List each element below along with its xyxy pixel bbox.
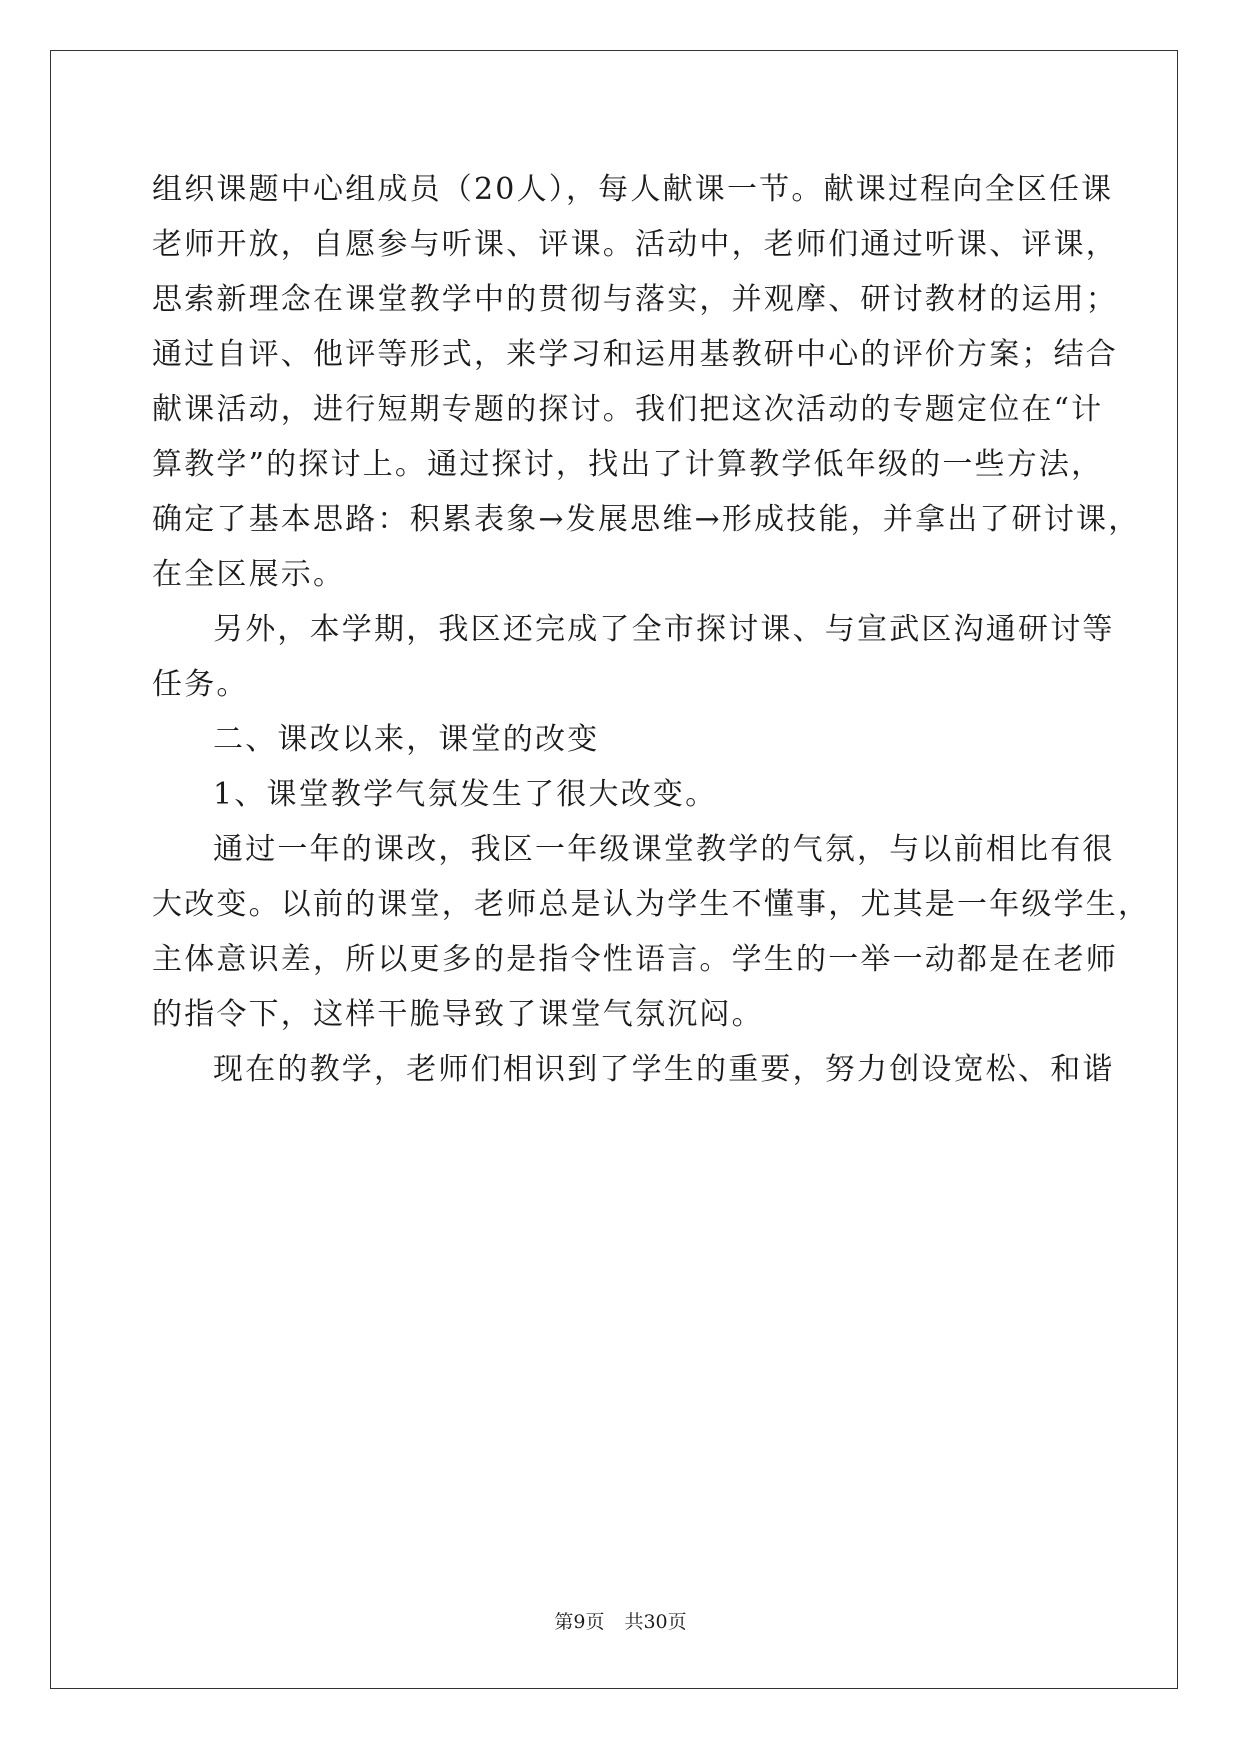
body-text-line: 算教学”的探讨上。通过探讨，找出了计算教学低年级的一些方法，: [152, 447, 1104, 482]
paragraph-start-line: 另外，本学期，我区还完成了全市探讨课、与宣武区沟通研讨等: [213, 612, 1115, 647]
body-text-line: 的指令下，这样干脆导致了课堂气氛沉闷。: [152, 997, 764, 1032]
page-footer: [0, 1610, 1241, 1634]
section-heading: 二、课改以来，课堂的改变: [213, 722, 600, 757]
body-text-line: 组织课题中心组成员（20人），每人献课一节。献课过程向全区任课: [152, 172, 1114, 207]
body-text-line: 主体意识差，所以更多的是指令性语言。学生的一举一动都是在老师: [152, 942, 1118, 977]
page-number: 第9页: [554, 1611, 605, 1633]
body-text-line: 献课活动，进行短期专题的探讨。我们把这次活动的专题定位在“计: [152, 392, 1104, 427]
paragraph-start-line: 通过一年的课改，我区一年级课堂教学的气氛，与以前相比有很: [213, 832, 1115, 867]
paragraph-start-line: 现在的教学，老师们相识到了学生的重要，努力创设宽松、和谐: [213, 1052, 1115, 1087]
body-text-line: 老师开放，自愿参与听课、评课。活动中，老师们通过听课、评课，: [152, 227, 1118, 262]
body-text-line: 确定了基本思路：积累表象→发展思维→形成技能，并拿出了研讨课，: [152, 502, 1141, 537]
page-total: 共30页: [624, 1611, 687, 1633]
body-text-line: 大改变。以前的课堂，老师总是认为学生不懂事，尤其是一年级学生，: [152, 887, 1151, 922]
subsection-heading: 1、课堂教学气氛发生了很大改变。: [213, 777, 718, 812]
body-text-line: 在全区展示。: [152, 557, 346, 592]
body-text-line: 通过自评、他评等形式，来学习和运用基教研中心的评价方案；结合: [152, 337, 1118, 372]
body-text-line: 任务。: [152, 667, 249, 702]
body-text-line: 思索新理念在课堂教学中的贯彻与落实，并观摩、研讨教材的运用；: [152, 282, 1118, 317]
